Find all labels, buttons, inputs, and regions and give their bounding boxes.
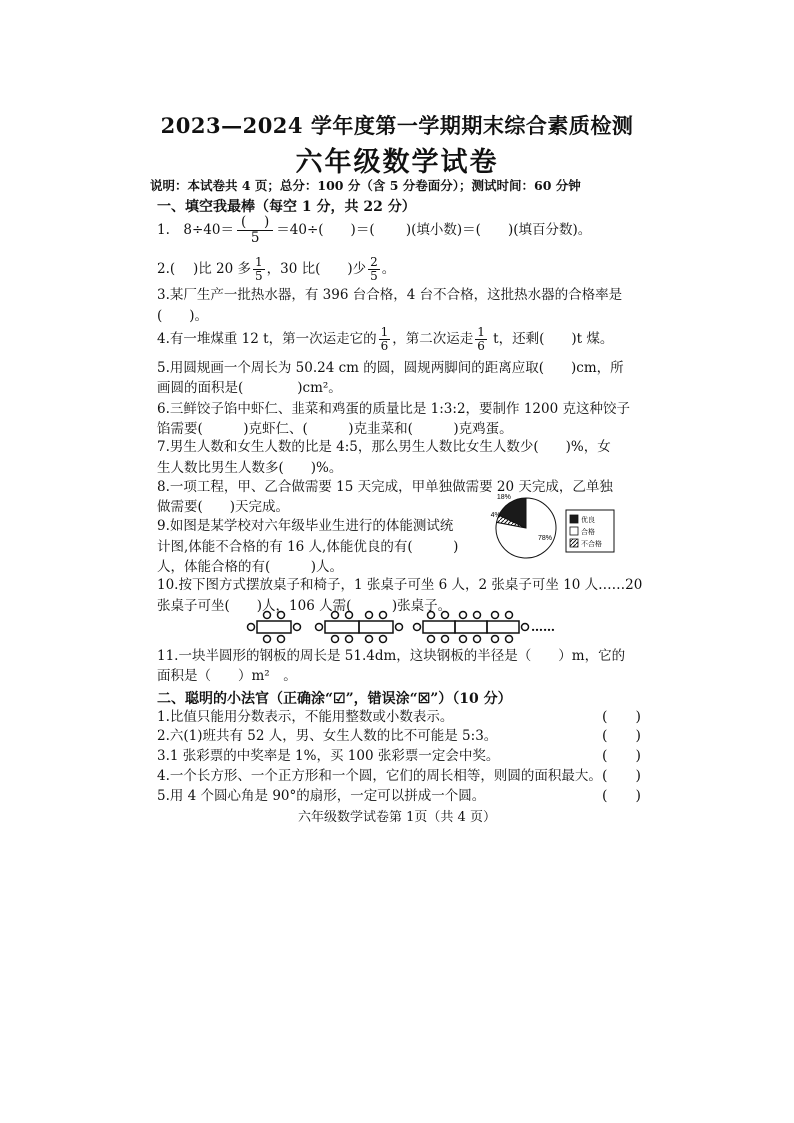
one-table-arrangement bbox=[248, 612, 301, 643]
question-5-line-1: 5.用圆规画一个周长为 50.24 cm 的圆，圆规两脚间的距离应取( )cm，所 bbox=[157, 360, 624, 376]
judge-item-5: 5.用 4 个圆心角是 90°的扇形，一定可以拼成一个圆。 bbox=[157, 788, 486, 804]
judge-item-1: 1.比值只能用分数表示，不能用整数或小数表示。 bbox=[157, 709, 454, 725]
question-10-line-1: 10.按下图方式摆放桌子和椅子，1 张桌子可坐 6 人，2 张桌子可坐 10 人……20 bbox=[157, 577, 643, 593]
legend-label-0: 优良 bbox=[581, 516, 595, 524]
two-tables-arrangement bbox=[316, 612, 403, 643]
q2-text-b: ，30 比( )少 bbox=[266, 261, 367, 277]
legend-swatch-1 bbox=[570, 527, 578, 535]
exam-subtitle: 六年级数学试卷 bbox=[295, 147, 499, 178]
section-2-heading: 二、聪明的小法官（正确涂“☑”，错误涂“☒”）（10 分） bbox=[157, 691, 512, 707]
answer-box-2[interactable]: ( ) bbox=[602, 728, 641, 744]
q2-f2-num: 2 bbox=[370, 255, 378, 269]
q2-fraction-1 bbox=[253, 256, 265, 283]
question-9-line-2: 计图,体能不合格的有 16 人,体能优良的有( ) bbox=[157, 539, 459, 555]
question-3-line-2: ( )。 bbox=[157, 308, 209, 324]
question-6-line-2: 馅需要( )克虾仁、( )克韭菜和( )克鸡蛋。 bbox=[157, 421, 513, 437]
question-7-line-2: 生人数比男生人数多( )%。 bbox=[157, 460, 343, 476]
q1-fraction bbox=[237, 215, 273, 246]
question-6-line-1: 6.三鲜饺子馅中虾仁、韭菜和鸡蛋的质量比是 1:3:2，要制作 1200 克这种饺子 bbox=[157, 401, 630, 417]
judge-item-3: 3.1 张彩票的中奖率是 1%，买 100 张彩票一定会中奖。 bbox=[157, 748, 500, 764]
question-1 bbox=[157, 215, 591, 246]
question-2 bbox=[157, 256, 395, 283]
pie-label-pass: 78% bbox=[538, 535, 553, 542]
q4-f1-den: 6 bbox=[380, 339, 389, 353]
answer-box-4[interactable]: ( ) bbox=[602, 768, 641, 784]
q4-text-c: t，还剩( )t 煤。 bbox=[488, 331, 614, 347]
answer-box-1[interactable]: ( ) bbox=[602, 709, 641, 725]
q4-text-b: ，第二次运走 bbox=[392, 331, 474, 347]
q1-frac-numerator: ( ) bbox=[237, 215, 273, 231]
question-11-line-2: 面积是（ ）m² 。 bbox=[157, 668, 297, 684]
judge-item-4: 4.一个长方形、一个正方形和一个圆，它们的周长相等，则圆的面积最大。 bbox=[157, 768, 602, 784]
answer-box-3[interactable]: ( ) bbox=[602, 748, 641, 764]
three-tables-arrangement bbox=[414, 612, 529, 643]
q2-text-c: 。 bbox=[381, 261, 396, 277]
diagram-ellipsis: …… bbox=[531, 620, 555, 634]
question-10-line-2: 张桌子可坐( )人，106 人需( )张桌子。 bbox=[157, 598, 452, 614]
pie-label-fail: 4% bbox=[490, 511, 501, 519]
judge-item-2: 2.六(1)班共有 52 人，男、女生人数的比不可能是 5:3。 bbox=[157, 728, 498, 744]
question-3-line-1: 3.某厂生产一批热水器，有 396 台合格，4 台不合格，这批热水器的合格率是 bbox=[157, 287, 623, 303]
q2-f2-den: 5 bbox=[370, 269, 378, 283]
q4-f2-num: 1 bbox=[477, 325, 485, 339]
answer-box-5[interactable]: ( ) bbox=[602, 788, 641, 804]
question-8-line-1: 8.一项工程，甲、乙合做需要 15 天完成，甲单独做需要 20 天完成，乙单独 bbox=[157, 479, 613, 495]
q4-fraction-1 bbox=[379, 326, 391, 353]
question-4 bbox=[157, 326, 613, 353]
legend-label-2: 不合格 bbox=[581, 540, 602, 548]
fitness-pie-chart bbox=[488, 488, 618, 568]
q2-f1-num: 1 bbox=[254, 255, 263, 269]
question-11-line-1: 11.一块半圆形的钢板的周长是 51.4dm，这块钢板的半径是（ ）m，它的 bbox=[157, 648, 626, 664]
q1-frac-denominator: 5 bbox=[250, 230, 260, 246]
q4-fraction-2 bbox=[475, 326, 487, 353]
exam-instructions: 说明：本试卷共 4 页；总分：100 分（含 5 分卷面分）；测试时间：60 分钟 bbox=[150, 178, 581, 193]
pie-label-excellent: 18% bbox=[496, 493, 511, 501]
question-7-line-1: 7.男生人数和女生人数的比是 4:5，那么男生人数比女生人数少( )%，女 bbox=[157, 439, 611, 455]
q1-text-b: ＝40÷( )＝( )(填小数)＝( )(填百分数)。 bbox=[276, 222, 592, 238]
question-8-line-2: 做需要( )天完成。 bbox=[157, 499, 290, 515]
q1-text-a: 1. 8÷40＝ bbox=[157, 222, 234, 238]
q2-fraction-2 bbox=[368, 256, 380, 283]
question-5-line-2: 画圆的面积是( )cm²。 bbox=[157, 380, 342, 396]
legend-label-1: 合格 bbox=[581, 528, 595, 536]
exam-title: 2023—2024 学年度第一学期期末综合素质检测 bbox=[160, 113, 634, 138]
question-9-line-3: 人，体能合格的有( )人。 bbox=[157, 559, 344, 575]
q2-text-a: 2.( )比 20 多 bbox=[157, 261, 251, 277]
page-footer: 六年级数学试卷第 1页（共 4 页） bbox=[298, 810, 496, 825]
question-9-line-1: 9.如图是某学校对六年级毕业生进行的体能测试统 bbox=[157, 518, 454, 534]
q4-f2-den: 6 bbox=[477, 339, 485, 353]
q2-f1-den: 5 bbox=[254, 269, 263, 283]
tables-chairs-diagram bbox=[245, 610, 555, 644]
q4-text-a: 4.有一堆煤重 12 t，第一次运走它的 bbox=[157, 331, 377, 347]
legend-swatch-0 bbox=[570, 515, 578, 523]
section-1-heading: 一、填空我最棒（每空 1 分，共 22 分） bbox=[157, 199, 416, 215]
legend-swatch-2 bbox=[570, 539, 578, 547]
q4-f1-num: 1 bbox=[380, 325, 389, 339]
